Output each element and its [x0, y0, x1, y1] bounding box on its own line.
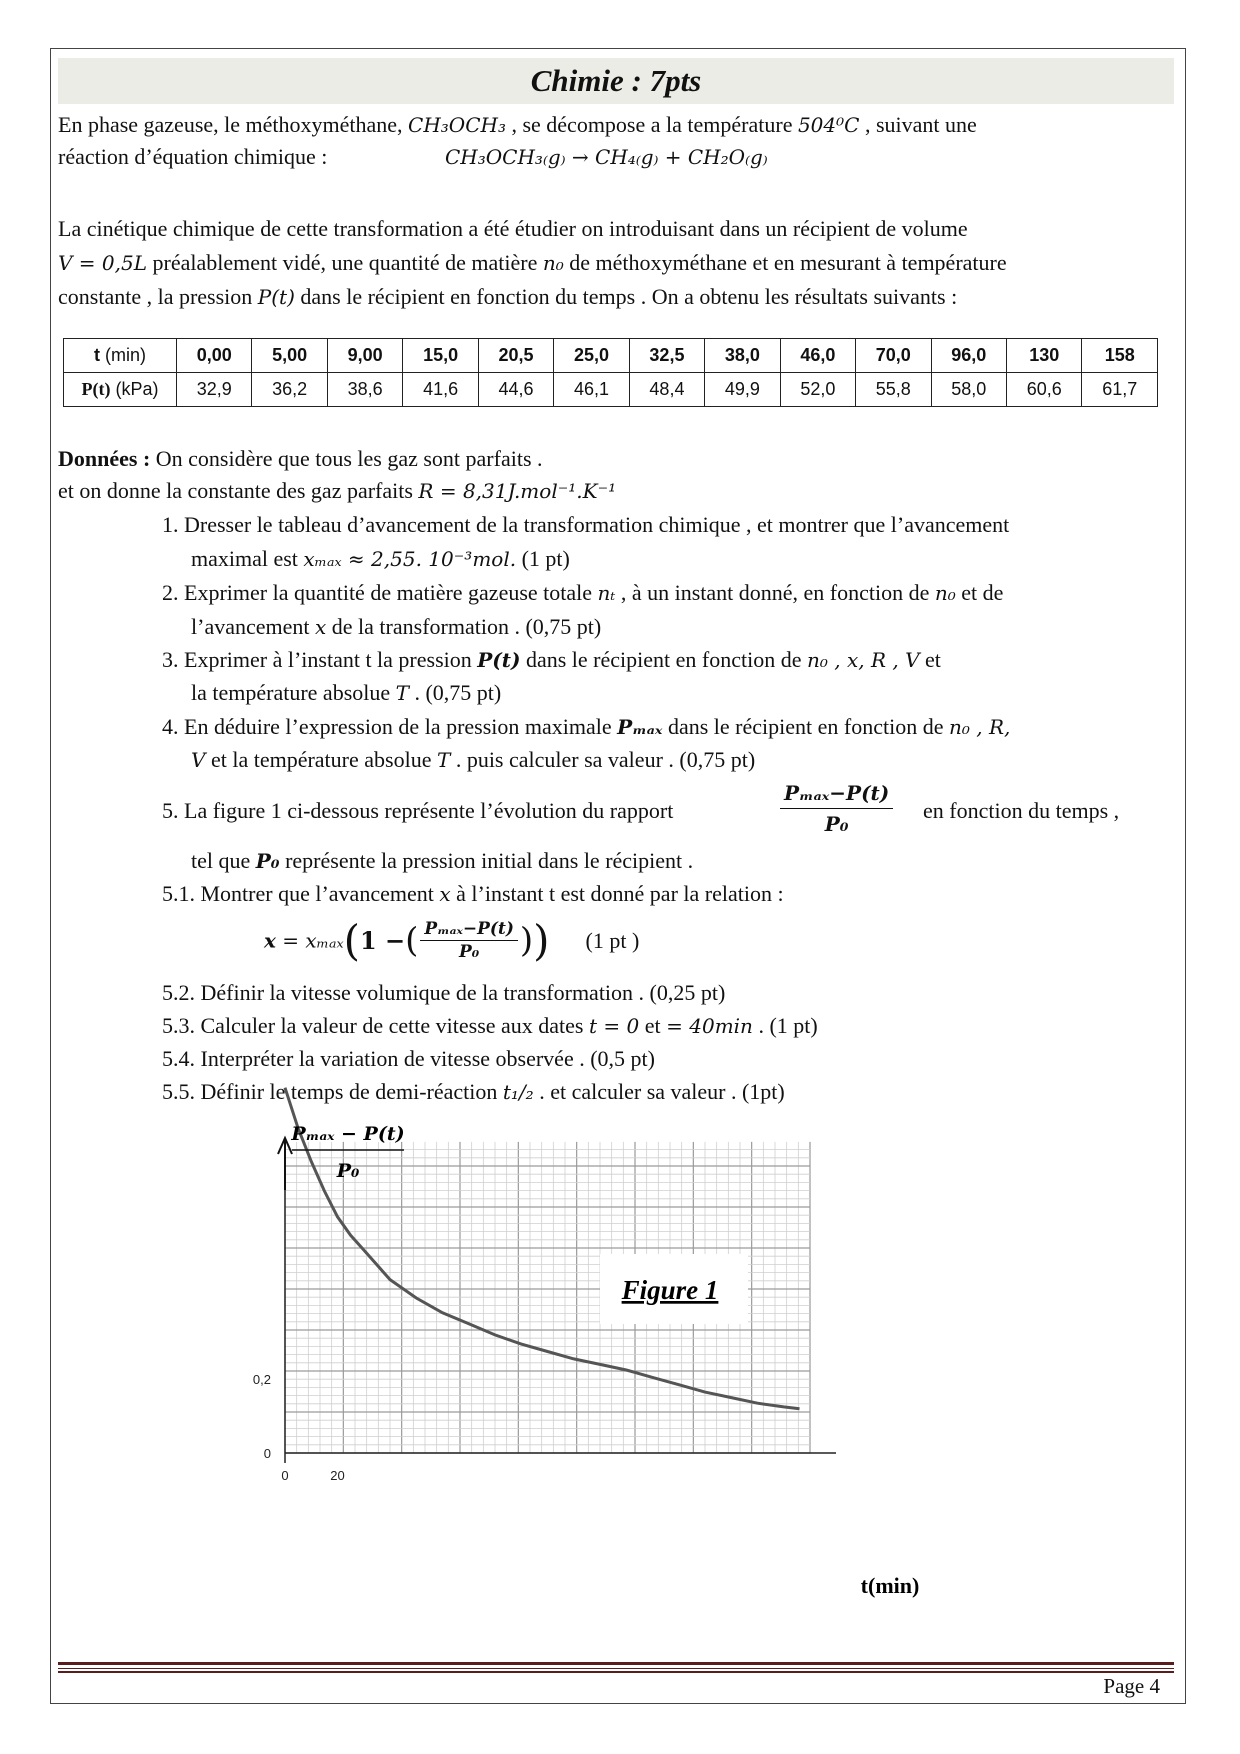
- p-cell: 41,6: [403, 373, 478, 407]
- intro-text: , suivant une: [859, 112, 977, 137]
- x-symbol: x: [439, 882, 451, 906]
- question-text: 2. Exprimer la quantité de matière gazeuse totale: [162, 580, 598, 605]
- question-2-line-1: [162, 576, 1003, 610]
- question-text: 5.1. Montrer que l’avancement: [162, 881, 440, 906]
- question-5-line-2: [191, 844, 693, 878]
- question-text: 5.2. Définir la vitesse volumique de la transformation . (0,25 pt): [162, 980, 726, 1005]
- question-text: . (0,75 pt): [408, 680, 502, 705]
- n0-symbol: n₀: [542, 251, 564, 275]
- t-cell: 0,00: [177, 339, 252, 373]
- t-cell: 20,5: [478, 339, 553, 373]
- figure-1-chart: [252, 1110, 970, 1650]
- formula-methoxymethane: CH₃OCH₃: [408, 113, 506, 137]
- x-axis-label: t(min): [860, 1573, 920, 1598]
- fraction-numerator: Pₘₐₓ−P(t): [780, 778, 893, 809]
- question-text: et la température absolue: [205, 747, 437, 772]
- intro-text: réaction d’équation chimique :: [58, 144, 328, 169]
- question-2-line-2: [191, 610, 601, 644]
- intro-line-1: [58, 108, 977, 142]
- question-text: . (1 pt): [752, 1013, 818, 1038]
- x-tick-label: 0: [281, 1468, 289, 1483]
- equation-text: = xₘₐₓ: [275, 928, 344, 953]
- table-row-pressure: [64, 373, 1158, 407]
- row-label-time: [64, 339, 177, 373]
- xmax-value: xₘₐₓ ≈ 2,55. 10⁻³mol.: [303, 547, 517, 571]
- question-text: et: [639, 1013, 667, 1038]
- question-text: l’avancement: [191, 614, 315, 639]
- t-cell: 25,0: [554, 339, 629, 373]
- donnees-line-1: [58, 442, 543, 475]
- kinetics-text: de méthoxyméthane et en mesurant à température: [563, 250, 1007, 275]
- y-axis-label-numerator: Pₘₐₓ − P(t): [291, 1123, 405, 1145]
- p-cell: 36,2: [252, 373, 327, 407]
- paren-close: ): [533, 916, 550, 965]
- t-cell: 5,00: [252, 339, 327, 373]
- x-symbol: x: [315, 615, 327, 639]
- half-life-symbol: t₁/₂: [502, 1080, 534, 1104]
- t-cell: 38,0: [705, 339, 780, 373]
- y-axis-label-denominator: P₀: [336, 1160, 360, 1182]
- question-text: 5.4. Interpréter la variation de vitesse observée . (0,5 pt): [162, 1046, 655, 1071]
- paren-open: (: [343, 916, 360, 965]
- question-text: dans le récipient en fonction de: [662, 714, 949, 739]
- points: (1 pt): [516, 546, 570, 571]
- question-3-line-1: [162, 643, 941, 677]
- t-cell: 96,0: [931, 339, 1006, 373]
- paren-open: (: [405, 920, 419, 961]
- question-5-line-1-end: [923, 794, 1119, 827]
- kinetics-line-3: [58, 280, 957, 314]
- p-cell: 38,6: [327, 373, 402, 407]
- question-5-3: [162, 1009, 818, 1043]
- temperature-value: 504⁰C: [797, 113, 860, 137]
- label-unit: (kPa): [110, 379, 159, 399]
- intro-line-2: [58, 140, 327, 173]
- t-cell: 70,0: [856, 339, 931, 373]
- p-cell: 61,7: [1082, 373, 1158, 407]
- y-tick-label: 0: [263, 1446, 271, 1461]
- question-5-4: [162, 1042, 655, 1075]
- t-symbol: T: [436, 748, 451, 772]
- t-cell: 158: [1082, 339, 1158, 373]
- kinetics-line-1: [58, 212, 968, 245]
- fraction-denominator: P₀: [459, 942, 480, 962]
- gas-constant: R = 8,31J.mol⁻¹.K⁻¹: [418, 479, 617, 503]
- kinetics-text: La cinétique chimique de cette transformation a été étudier on introduisant dans un récipient de volume: [58, 216, 968, 241]
- label-unit: (min): [100, 345, 146, 365]
- kinetics-text: constante , la pression: [58, 284, 258, 309]
- question-1-line-2: [191, 542, 570, 576]
- donnees-label: Données :: [58, 446, 151, 471]
- donnees-text: et on donne la constante des gaz parfaits: [58, 478, 419, 503]
- kinetics-line-2: [58, 246, 1007, 280]
- question-text: . et calculer sa valeur . (1pt): [533, 1079, 785, 1104]
- p-cell: 48,4: [629, 373, 704, 407]
- question-5-1: [162, 877, 784, 911]
- question-text: maximal est: [191, 546, 304, 571]
- question-text: à l’instant t est donné par la relation :: [450, 881, 784, 906]
- p-cell: 58,0: [931, 373, 1006, 407]
- p-cell: 46,1: [554, 373, 629, 407]
- question-text: tel que: [191, 848, 256, 873]
- equation-text: 1 −: [359, 926, 406, 955]
- advancement-relation: [264, 916, 639, 980]
- measurements-table: [63, 338, 1158, 407]
- question-1-line-1: [162, 508, 1009, 541]
- question-3-line-2: [191, 676, 501, 710]
- figure-title: Figure 1: [621, 1275, 719, 1305]
- donnees-text: On considère que tous les gaz sont parfaits .: [150, 446, 543, 471]
- p0-symbol: P₀: [255, 849, 280, 873]
- paren-close: ): [519, 920, 534, 961]
- equation-text: CH₃OCH₃₍g₎ → CH₄₍g₎ + CH₂O₍g₎: [445, 145, 768, 169]
- question-text: , à un instant donné, en fonction de: [615, 580, 935, 605]
- question-5-5: [162, 1075, 785, 1109]
- label-bold: t: [94, 345, 100, 365]
- question-text: dans le récipient en fonction de: [520, 647, 807, 672]
- row-label-pressure: [64, 373, 177, 407]
- p-cell: 49,9: [705, 373, 780, 407]
- donnees-line-2: [58, 474, 616, 508]
- question-4-line-2: [191, 743, 755, 777]
- question-text: de la transformation . (0,75 pt): [326, 614, 602, 639]
- footer-rule: [58, 1662, 1174, 1665]
- relation-fraction: [420, 918, 517, 963]
- y-tick-label: 0,2: [252, 1372, 271, 1388]
- time-value: = 40min: [666, 1014, 753, 1038]
- p-cell: 32,9: [177, 373, 252, 407]
- section-title: Chimie : 7pts: [530, 63, 702, 98]
- question-text: et de: [955, 580, 1004, 605]
- question-text: en fonction du temps ,: [923, 798, 1120, 823]
- question-5-2: [162, 976, 725, 1009]
- question-text: représente la pression initial dans le récipient .: [279, 848, 694, 873]
- question-text: 4. En déduire l’expression de la pression maximale: [162, 714, 618, 739]
- ratio-fraction: [780, 778, 893, 839]
- question-text: 1. Dresser le tableau d’avancement de la transformation chimique , et montrer que l’avancement: [162, 512, 1010, 537]
- t-cell: 130: [1006, 339, 1081, 373]
- pressure-symbol: P(t): [257, 285, 295, 309]
- pressure-symbol: P(t): [477, 648, 521, 672]
- v-symbol: V: [191, 748, 206, 772]
- variables: n₀ , R,: [948, 715, 1011, 739]
- p-cell: 55,8: [856, 373, 931, 407]
- question-text: et: [919, 647, 941, 672]
- kinetics-text: préalablement vidé, une quantité de matière: [147, 250, 543, 275]
- footer-rule: [58, 1668, 1174, 1669]
- p-cell: 44,6: [478, 373, 553, 407]
- intro-text: En phase gazeuse, le méthoxyméthane,: [58, 112, 409, 137]
- table-row-time: [64, 339, 1158, 373]
- question-text: 5.5. Définir le temps de demi-réaction: [162, 1079, 503, 1104]
- t-cell: 46,0: [780, 339, 855, 373]
- time-value: t = 0: [589, 1014, 640, 1038]
- pmax-symbol: Pₘₐₓ: [617, 715, 663, 739]
- t-cell: 15,0: [403, 339, 478, 373]
- question-text: 3. Exprimer à l’instant t la pression: [162, 647, 478, 672]
- question-text: 5.3. Calculer la valeur de cette vitesse aux dates: [162, 1013, 589, 1038]
- question-text: . puis calculer sa valeur . (0,75 pt): [450, 747, 756, 772]
- t-cell: 32,5: [629, 339, 704, 373]
- chart-axes: [278, 1138, 836, 1463]
- t-cell: 9,00: [327, 339, 402, 373]
- label-bold: P(t): [81, 379, 111, 399]
- nt-symbol: nₜ: [597, 581, 616, 605]
- question-text: la température absolue: [191, 680, 396, 705]
- x-symbol: x: [264, 928, 276, 953]
- section-title-bar: [58, 58, 1174, 104]
- volume-value: V = 0,5L: [58, 251, 148, 275]
- x-tick-label: 20: [330, 1468, 345, 1483]
- n0-symbol: n₀: [934, 581, 956, 605]
- points: (1 pt ): [585, 927, 640, 953]
- question-text: 5. La figure 1 ci-dessous représente l’évolution du rapport: [162, 798, 674, 823]
- fraction-denominator: P₀: [824, 812, 849, 836]
- question-4-line-1: [162, 710, 1010, 744]
- reaction-equation: [445, 140, 768, 174]
- kinetics-text: dans le récipient en fonction du temps . On a obtenu les résultats suivants :: [294, 284, 958, 309]
- t-symbol: T: [395, 681, 409, 705]
- fraction-numerator: Pₘₐₓ−P(t): [420, 918, 517, 941]
- page-number: Page 4: [1103, 1674, 1160, 1698]
- variables: n₀ , x, R , V: [806, 648, 920, 672]
- footer-rule: [58, 1671, 1174, 1673]
- p-cell: 52,0: [780, 373, 855, 407]
- intro-text: , se décompose a la température: [505, 112, 798, 137]
- p-cell: 60,6: [1006, 373, 1081, 407]
- question-5-line-1: [162, 794, 673, 827]
